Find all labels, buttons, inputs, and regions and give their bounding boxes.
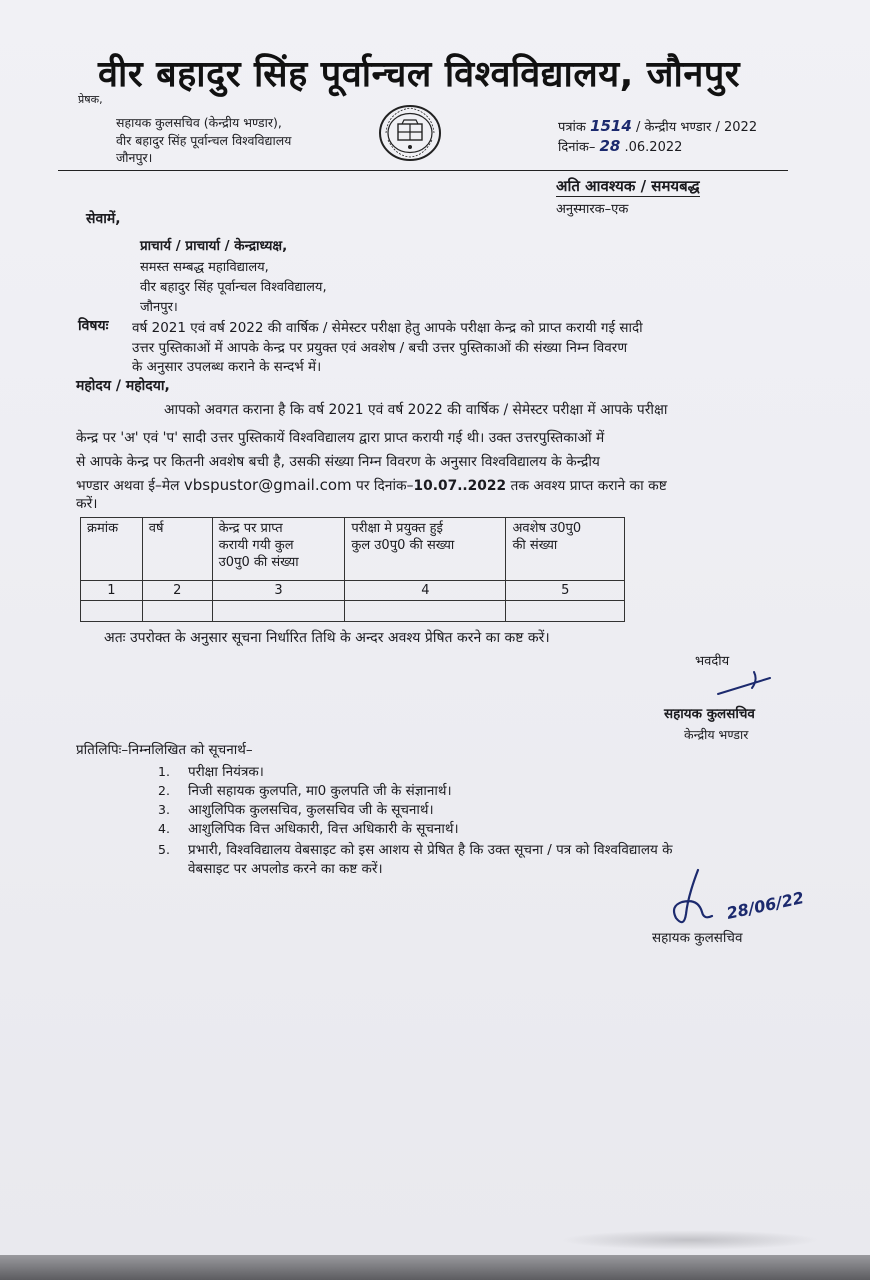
date-day-handwritten: 28: [599, 137, 621, 155]
col-number: 1: [81, 581, 143, 601]
addressee-line-4: जौनपुर।: [140, 300, 178, 315]
addressee-line-3: वीर बहादुर सिंह पूर्वान्चल विश्वविद्यालय,: [140, 280, 327, 295]
table-blank-row: [81, 601, 625, 622]
reference-number-line: [558, 117, 757, 135]
copy-item-text: आशुलिपिक कुलसचिव, कुलसचिव जी के सूचनार्थ।: [188, 802, 434, 818]
ref-label: पत्रांक: [558, 120, 586, 135]
copy-item-text: प्रभारी, विश्वविद्यालय वेबसाइट को इस आशय से प्रेषित है कि उक्त सूचना / पत्र को विश्वविद्यालय के: [188, 842, 673, 858]
blank-cell: [212, 601, 345, 622]
body-line-1: आपको अवगत कराना है कि वर्ष 2021 एवं वर्ष 2022 की वार्षिक / सेमेस्टर परीक्षा में आपके परीक्षा: [164, 402, 668, 418]
body-line-4-end: तक अवश्य प्राप्त कराने का कष्ट: [510, 478, 667, 494]
col-number: 2: [142, 581, 212, 601]
reminder-label: अनुस्मारक–एक: [556, 202, 629, 217]
email-address: vbspustor@gmail.com: [183, 476, 352, 494]
copy-to-label: प्रतिलिपिः–निम्नलिखित को सूचनार्थ–: [76, 742, 253, 758]
table-header-row: [81, 518, 625, 581]
body-line-3: से आपके केन्द्र पर कितनी अवशेष बची है, उसकी संख्या निम्न विवरण के अनुसार विश्वविद्यालय के केन्द्रीय: [76, 454, 600, 470]
yours-faithfully: भवदीय: [695, 654, 730, 669]
urgency-label: अति आवश्यक / समयबद्ध: [556, 177, 700, 195]
salutation: सेवामें,: [86, 211, 121, 227]
university-title: वीर बहादुर सिंह पूर्वान्चल विश्वविद्यालय, जौनपुर: [98, 54, 740, 95]
date-line: [558, 137, 682, 155]
header-received: केन्द्र पर प्राप्त करायी गयी कुल उ0पु0 की संख्या: [212, 518, 345, 581]
blank-cell: [81, 601, 143, 622]
body-line-5: करें।: [76, 496, 98, 512]
body-line-4-mid: पर दिनांक–: [356, 478, 414, 494]
body-line-2: केन्द्र पर 'अ' एवं 'प' सादी उत्तर पुस्तिकायें विश्वविद्यालय द्वारा प्राप्त करायी गई थी। उक्त उत्तरपुस्तिकाओं में: [76, 430, 605, 446]
addressee-line-2: समस्त सम्बद्ध महाविद्यालय,: [140, 260, 269, 275]
blank-cell: [142, 601, 212, 622]
copy-item-number: 1.: [158, 764, 170, 779]
final-signature: [668, 866, 828, 936]
signatory-title: सहायक कुलसचिव: [664, 706, 755, 722]
ref-suffix: / केन्द्रीय भण्डार / 2022: [635, 120, 758, 135]
greeting: महोदय / महोदया,: [76, 378, 170, 394]
col-number: 3: [212, 581, 345, 601]
header-remaining: अवशेष उ0पु0 की संख्या: [506, 518, 625, 581]
copy-item-text-continued: वेबसाइट पर अपलोड करने का कष्ट करें।: [188, 861, 383, 877]
copy-item-text: परीक्षा नियंत्रक।: [188, 764, 264, 780]
copy-item-number: 4.: [158, 821, 170, 836]
blank-cell: [345, 601, 506, 622]
copy-item-text: निजी सहायक कुलपति, मा0 कुलपति जी के संज्ञानार्थ।: [188, 783, 452, 799]
header-divider: [58, 170, 788, 171]
signatory-department: केन्द्रीय भण्डार: [684, 727, 749, 742]
addressee-line-1: प्राचार्य / प्राचार्या / केन्द्राध्यक्ष,: [140, 238, 288, 254]
answer-booklet-table: [80, 517, 625, 622]
body-line-4: [76, 476, 667, 495]
university-seal-icon: [378, 104, 442, 162]
copy-item-number: 5.: [158, 842, 170, 857]
table-surface: [0, 1255, 870, 1280]
header-serial: क्रमांक: [81, 518, 143, 581]
subject-line-3: के अनुसार उपलब्ध कराने के सन्दर्भ में।: [132, 359, 322, 375]
blank-cell: [506, 601, 625, 622]
signature-stroke-icon: [714, 668, 784, 698]
sender-line-1: सहायक कुलसचिव (केन्द्रीय भण्डार),: [116, 115, 282, 130]
closing-line: अतः उपरोक्त के अनुसार सूचना निर्धारित तिथि के अन्दर अवश्य प्रेषित करने का कष्ट करें।: [104, 630, 550, 646]
header-year: वर्ष: [142, 518, 212, 581]
table-number-row: [81, 581, 625, 601]
copy-item-text: आशुलिपिक वित्त अधिकारी, वित्त अधिकारी के सूचनार्थ।: [188, 821, 459, 837]
col-number: 4: [345, 581, 506, 601]
col-number: 5: [506, 581, 625, 601]
subject-line-2: उत्तर पुस्तिकाओं में आपके केन्द्र पर प्रयुक्त एवं अवशेष / बची उत्तर पुस्तिकाओं की संख्या निम्न विवरण: [132, 340, 628, 356]
ref-number-handwritten: 1514: [590, 117, 632, 135]
paper-smudge: [560, 1230, 820, 1250]
signature-date-handwritten: 28/06/22: [724, 888, 806, 923]
header-used: परीक्षा मे प्रयुक्त हुई कुल उ0पु0 की सख्या: [345, 518, 506, 581]
copy-item-number: 2.: [158, 783, 170, 798]
subject-line-1: वर्ष 2021 एवं वर्ष 2022 की वार्षिक / सेमेस्टर परीक्षा हेतु आपके परीक्षा केन्द्र को प्राप्त करायी गई सादी: [132, 320, 643, 336]
sender-line-3: जौनपुर।: [116, 150, 153, 165]
copy-item-number: 3.: [158, 802, 170, 817]
sender-label: प्रेषक,: [78, 93, 103, 106]
body-line-4-start: भण्डार अथवा ई–मेल: [76, 478, 180, 494]
date-label: दिनांक–: [558, 140, 596, 155]
sender-line-2: वीर बहादुर सिंह पूर्वान्चल विश्वविद्यालय: [116, 133, 292, 148]
final-signatory-title: सहायक कुलसचिव: [652, 930, 743, 946]
subject-label: विषयः: [78, 318, 109, 334]
date-suffix: .06.2022: [624, 140, 683, 155]
deadline-date: 10.07..2022: [413, 478, 507, 494]
